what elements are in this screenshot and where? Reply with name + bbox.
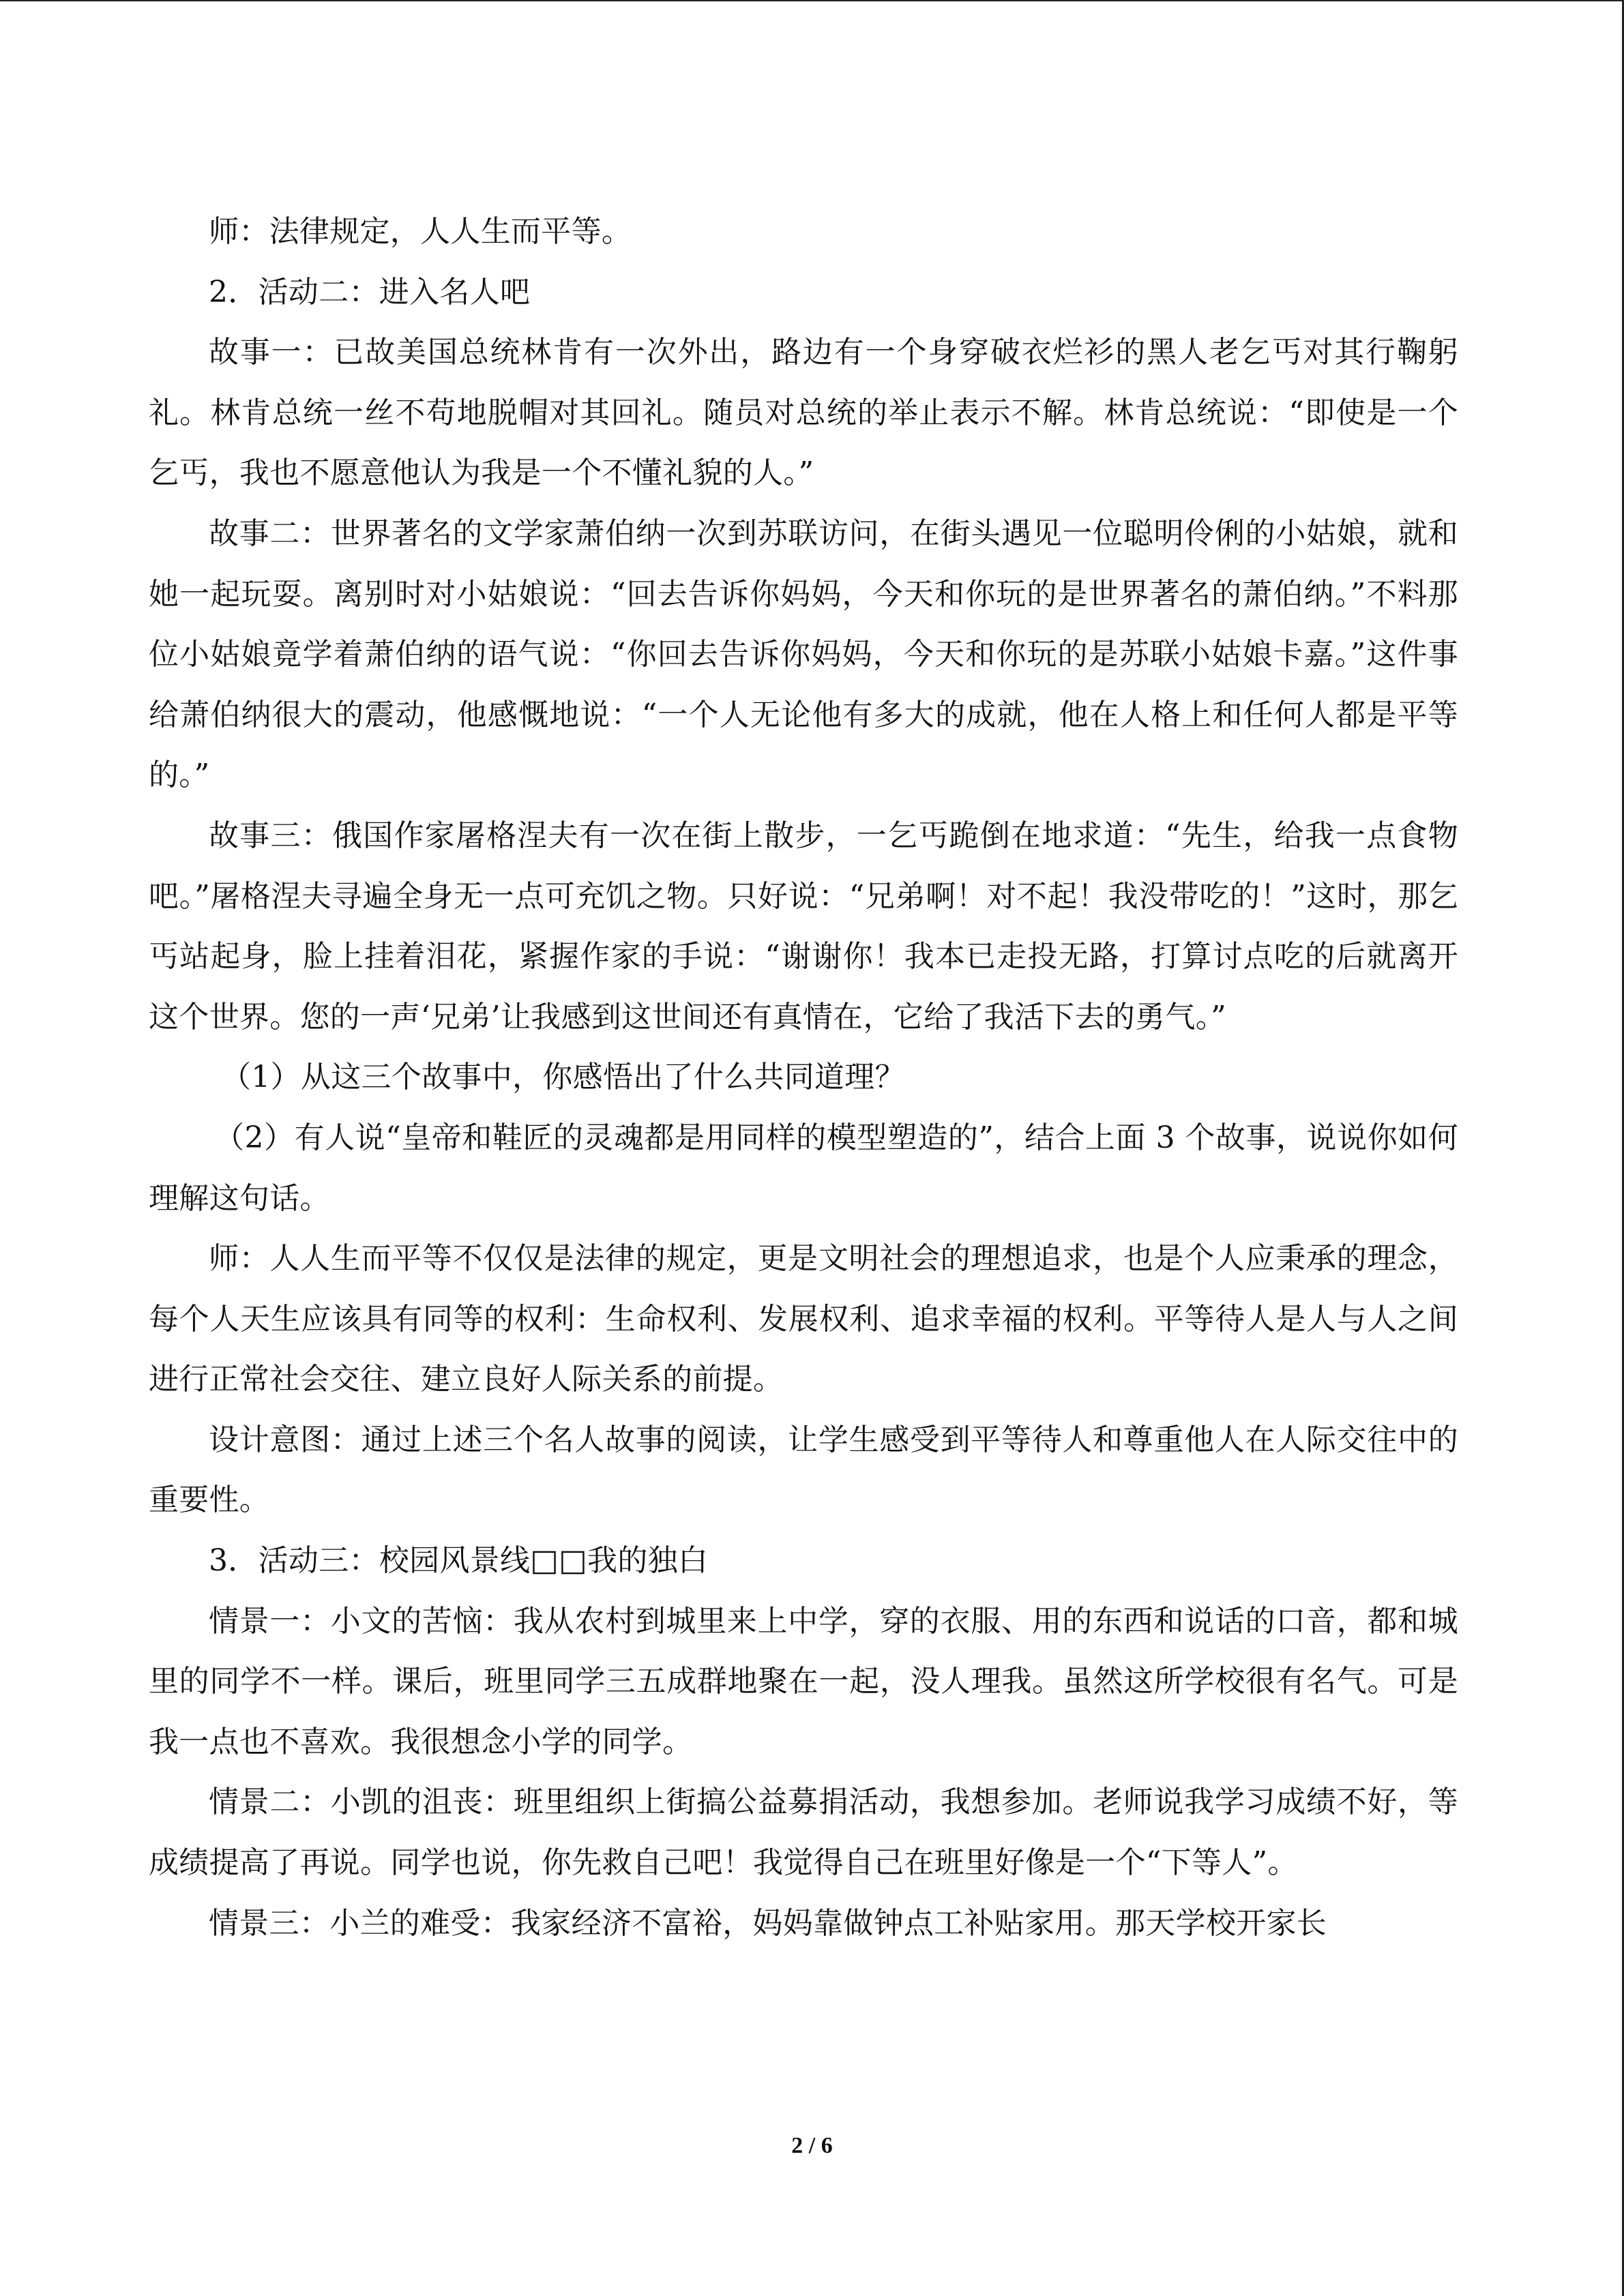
page-number: 2 / 6 (791, 2133, 833, 2158)
story-1-paragraph: 故事一：已故美国总统林肯有一次外出，路边有一个身穿破衣烂衫的黑人老乞丐对其行鞠躬礼。林肯总统一丝不苟地脱帽对其回礼。随员对总统的举止表示不解。林肯总统说：“即使是一个乞丐，我也不愿意他认为我是一个不懂礼貌的人。” (149, 335, 1458, 491)
activity-2-heading: 2．活动二：进入名人吧 (209, 274, 531, 310)
scene-2-paragraph: 情景二：小凯的沮丧：班里组织上街搞公益募捐活动，我想参加。老师说我学习成绩不好，等成绩提高了再说。同学也说，你先救自己吧！我觉得自己在班里好像是一个“下等人”。 (149, 1785, 1458, 1881)
scene-3-paragraph: 情景三：小兰的难受：我家经济不富裕，妈妈靠做钟点工补贴家用。那天学校开家长 (209, 1905, 1327, 1941)
teacher-remark-1: 师：法律规定，人人生而平等。 (209, 214, 632, 249)
story-3-paragraph: 故事三：俄国作家屠格涅夫有一次在街上散步，一乞丐跪倒在地求道：“先生，给我一点食物吧。”屠格涅夫寻遍全身无一点可充饥之物。只好说：“兄弟啊！对不起！我没带吃的！”这时，那乞丐站起身，脸上挂着泪花，紧握作家的手说：“谢谢你！我本已走投无路，打算讨点吃的后就离开这个世界。您的一声‘兄弟’让我感到这世间还有真情在，它给了我活下去的勇气。” (149, 818, 1458, 1034)
page-top-edge (0, 0, 1624, 1)
story-2-paragraph: 故事二：世界著名的文学家萧伯纳一次到苏联访问，在街头遇见一位聪明伶俐的小姑娘，就和她一起玩耍。离别时对小姑娘说：“回去告诉你妈妈，今天和你玩的是世界著名的萧伯纳。”不料那位小姑娘竟学着萧伯纳的语气说：“你回去告诉你妈妈，今天和你玩的是苏联小姑娘卡嘉。”这件事给萧伯纳很大的震动，他感慨地说：“一个人无论他有多大的成就，他在人格上和任何人都是平等的。” (149, 516, 1458, 793)
design-intent-paragraph: 设计意图：通过上述三个名人故事的阅读，让学生感受到平等待人和尊重他人在人际交往中的重要性。 (149, 1422, 1458, 1518)
teacher-remark-2: 师：人人生而平等不仅仅是法律的规定，更是文明社会的理想追求，也是个人应秉承的理念，每个人天生应该具有同等的权利：生命权利、发展权利、追求幸福的权利。平等待人是人与人之间进行正常社会交往、建立良好人际关系的前提。 (149, 1241, 1458, 1397)
document-body (149, 202, 1458, 1954)
activity-3-heading: 3．活动三：校园风景线□□我的独白 (209, 1543, 709, 1579)
question-2: （2）有人说“皇帝和鞋匠的灵魂都是用同样的模型塑造的”，结合上面 3 个故事，说说你如何理解这句话。 (149, 1120, 1458, 1216)
question-1: （1）从这三个故事中，你感悟出了什么共同道理？ (221, 1060, 905, 1095)
scene-1-paragraph: 情景一：小文的苦恼：我从农村到城里来上中学，穿的衣服、用的东西和说话的口音，都和城里的同学不一样。课后，班里同学三五成群地聚在一起，没人理我。虽然这所学校很有名气。可是我一点也不喜欢。我很想念小学的同学。 (149, 1603, 1458, 1759)
